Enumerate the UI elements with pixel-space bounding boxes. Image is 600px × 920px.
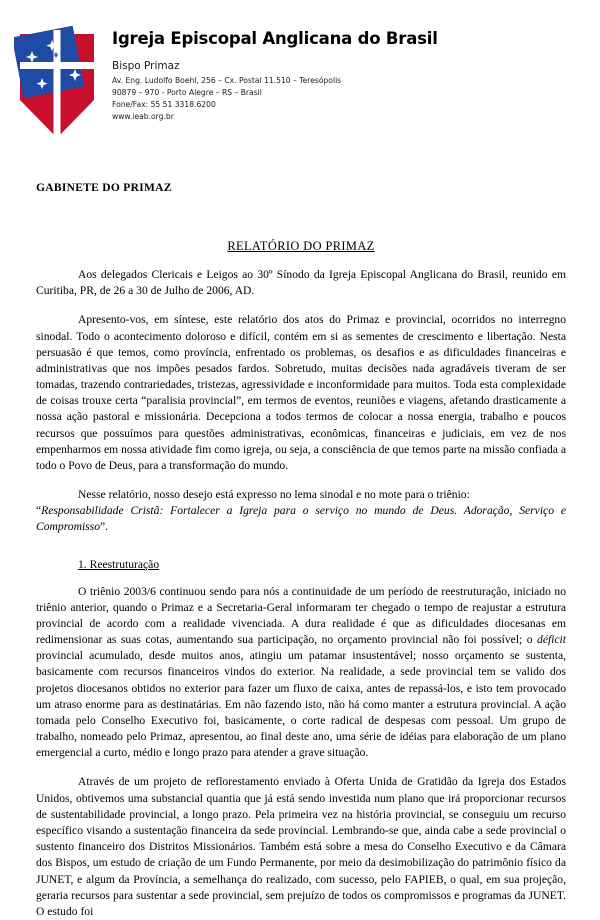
motto-quote-open: “	[36, 504, 42, 518]
page-title	[36, 239, 566, 254]
letterhead	[0, 0, 600, 144]
section-heading-text: 1. Reestruturação	[78, 557, 160, 571]
motto-quote-close: ”.	[100, 520, 109, 534]
department-heading: GABINETE DO PRIMAZ	[36, 182, 172, 194]
motto-quote: Responsabilidade Cristã: Fortalecer a Igreja para o serviço no mundo de Deus. Adoração, Serviço e Compromisso	[36, 504, 566, 534]
section-heading-reestruturacao	[36, 558, 566, 571]
restructure-1-deficit-italic: déficit	[537, 633, 566, 647]
paragraph-addressees: Aos delegados Clericais e Leigos ao 30º Sínodo da Igreja Episcopal Anglicana do Brasil, reunido em Curitiba, PR, de 26 a 30 de Julho de 2006, AD.	[36, 268, 566, 298]
letterhead-text	[112, 26, 438, 122]
paragraph-motto	[36, 487, 566, 536]
paragraph-restructure-1	[36, 584, 566, 762]
anglican-church-shield-crest-icon	[14, 26, 100, 144]
restructure-1-part-b: provincial acumulado, desde muitos anos, atingiu um patamar insustentável; nosso orçamento se sustenta, basicamente com recursos financeiros vindos do exterior. Na realidade, a sede provincial tem se valido dos projetos diocesanos obtidos no exterior para fazer um fluxo de caixa, antes de repassá-los, e isto tem provocado um atraso enorme para as destinatárias. Em não fazendo isto, não há como manter a estrutura provincial. A ação tomada pelo Conselho Executivo foi, basicamente, o corte radical de despesas com pessoal. Um grupo de trabalho, nomeado pelo Primaz, apresentou, ao final deste ano, uma série de idéias para elaboração de um plano emergencial a curto, médio e longo prazo para atender a grave situação.	[36, 649, 566, 760]
address-line-2: 90879 – 970 - Porto Alegre – RS – Brasil	[112, 87, 262, 97]
website-line: www.ieab.org.br	[112, 111, 174, 121]
page-title-text: RELATÓRIO DO PRIMAZ	[227, 239, 375, 253]
paragraph-intro: Apresento-vos, em síntese, este relatório dos atos do Primaz e provincial, ocorridos no interregno sinodal. Todo o acontecimento doloroso e difícil, contém em si as sementes de crescimento e libertação. Nesta persuasão é que temos, como província, enfrentado os problemas, os desafios e as dificuldades financeiras e administrativas que nos impões pesados fardos. Sobretudo, muitas decisões nada agradáveis tiveram de ser tomadas, trazendo contrariedades, tristezas, agressividade e inconformidade para muitos. Toda esta complexidade de coisas trouxe certa “paralisia provincial”, em termos de eventos, reuniões e viagens, afetando drasticamente a nossa ação pastoral e missionária. Decepciona a todos termos de colocar a nossa energia, trabalho e poucos recursos que possuímos para questões administrativas, econômicas, financeiras e judiciais, em vez de nos empenharmos em nossa atividade fim como igreja, ou seja, a consciência de que temos parte na missão confiada a todo o Povo de Deus, para a transformação do mundo.	[36, 313, 566, 472]
restructure-1-part-a: O triênio 2003/6 continuou sendo para nós a continuidade de um período de reestruturação, iniciado no triênio anterior, quando o Primaz e a Secretaria-Geral informaram ter chegado o tempo de reajustar a estrutura provincial de acordo com a realidade vivenciada. A dura realidade é que as dificuldades diocesanas em redimensionar as suas cotas, aumentando sua participação, no orçamento provincial não foi possível; o	[36, 584, 566, 647]
address-line-3: Fone/Fax: 55 51 3318.6200	[112, 99, 216, 109]
role-title: Bispo Primaz	[112, 60, 180, 73]
document-body	[0, 182, 600, 920]
address-line-1: Av. Eng. Ludolfo Boehl, 256 – Cx. Postal 11.510 – Teresópolis	[112, 76, 342, 86]
paragraph-restructure-2: Através de um projeto de reflorestamento enviado à Oferta Unida de Gratidão da Igreja dos Estados Unidos, obtivemos uma substancial quantia que já está sendo investida num plano que irá proporcionar recursos de sustentabilidade provincial, a longo prazo. Pela primeira vez na história provincial, se conseguiu um recurso específico visando a sustentação financeira da sede provincial. Lembrando-se que, ainda cabe a sede provincial o sustento financeiro dos Distritos Missionários. Também está sobre a mesa do Conselho Executivo e da Câmara dos Bispos, um estudo de criação de um Fundo Permanente, por meio da desimobilização do patrimônio físico da JUNET, e algum da Província, a semelhança do realizado, com sucesso, pelo FAPIEB, o qual, em sua projeção, geraria recursos para sustentar a sede provincial, sem prejuízo de todos os compromissos e programas da JUNET. O estudo foi	[36, 775, 566, 918]
organization-name: Igreja Episcopal Anglicana do Brasil	[112, 29, 438, 48]
motto-lead: Nesse relatório, nosso desejo está expresso no lema sinodal e no mote para o triênio:	[78, 488, 470, 502]
